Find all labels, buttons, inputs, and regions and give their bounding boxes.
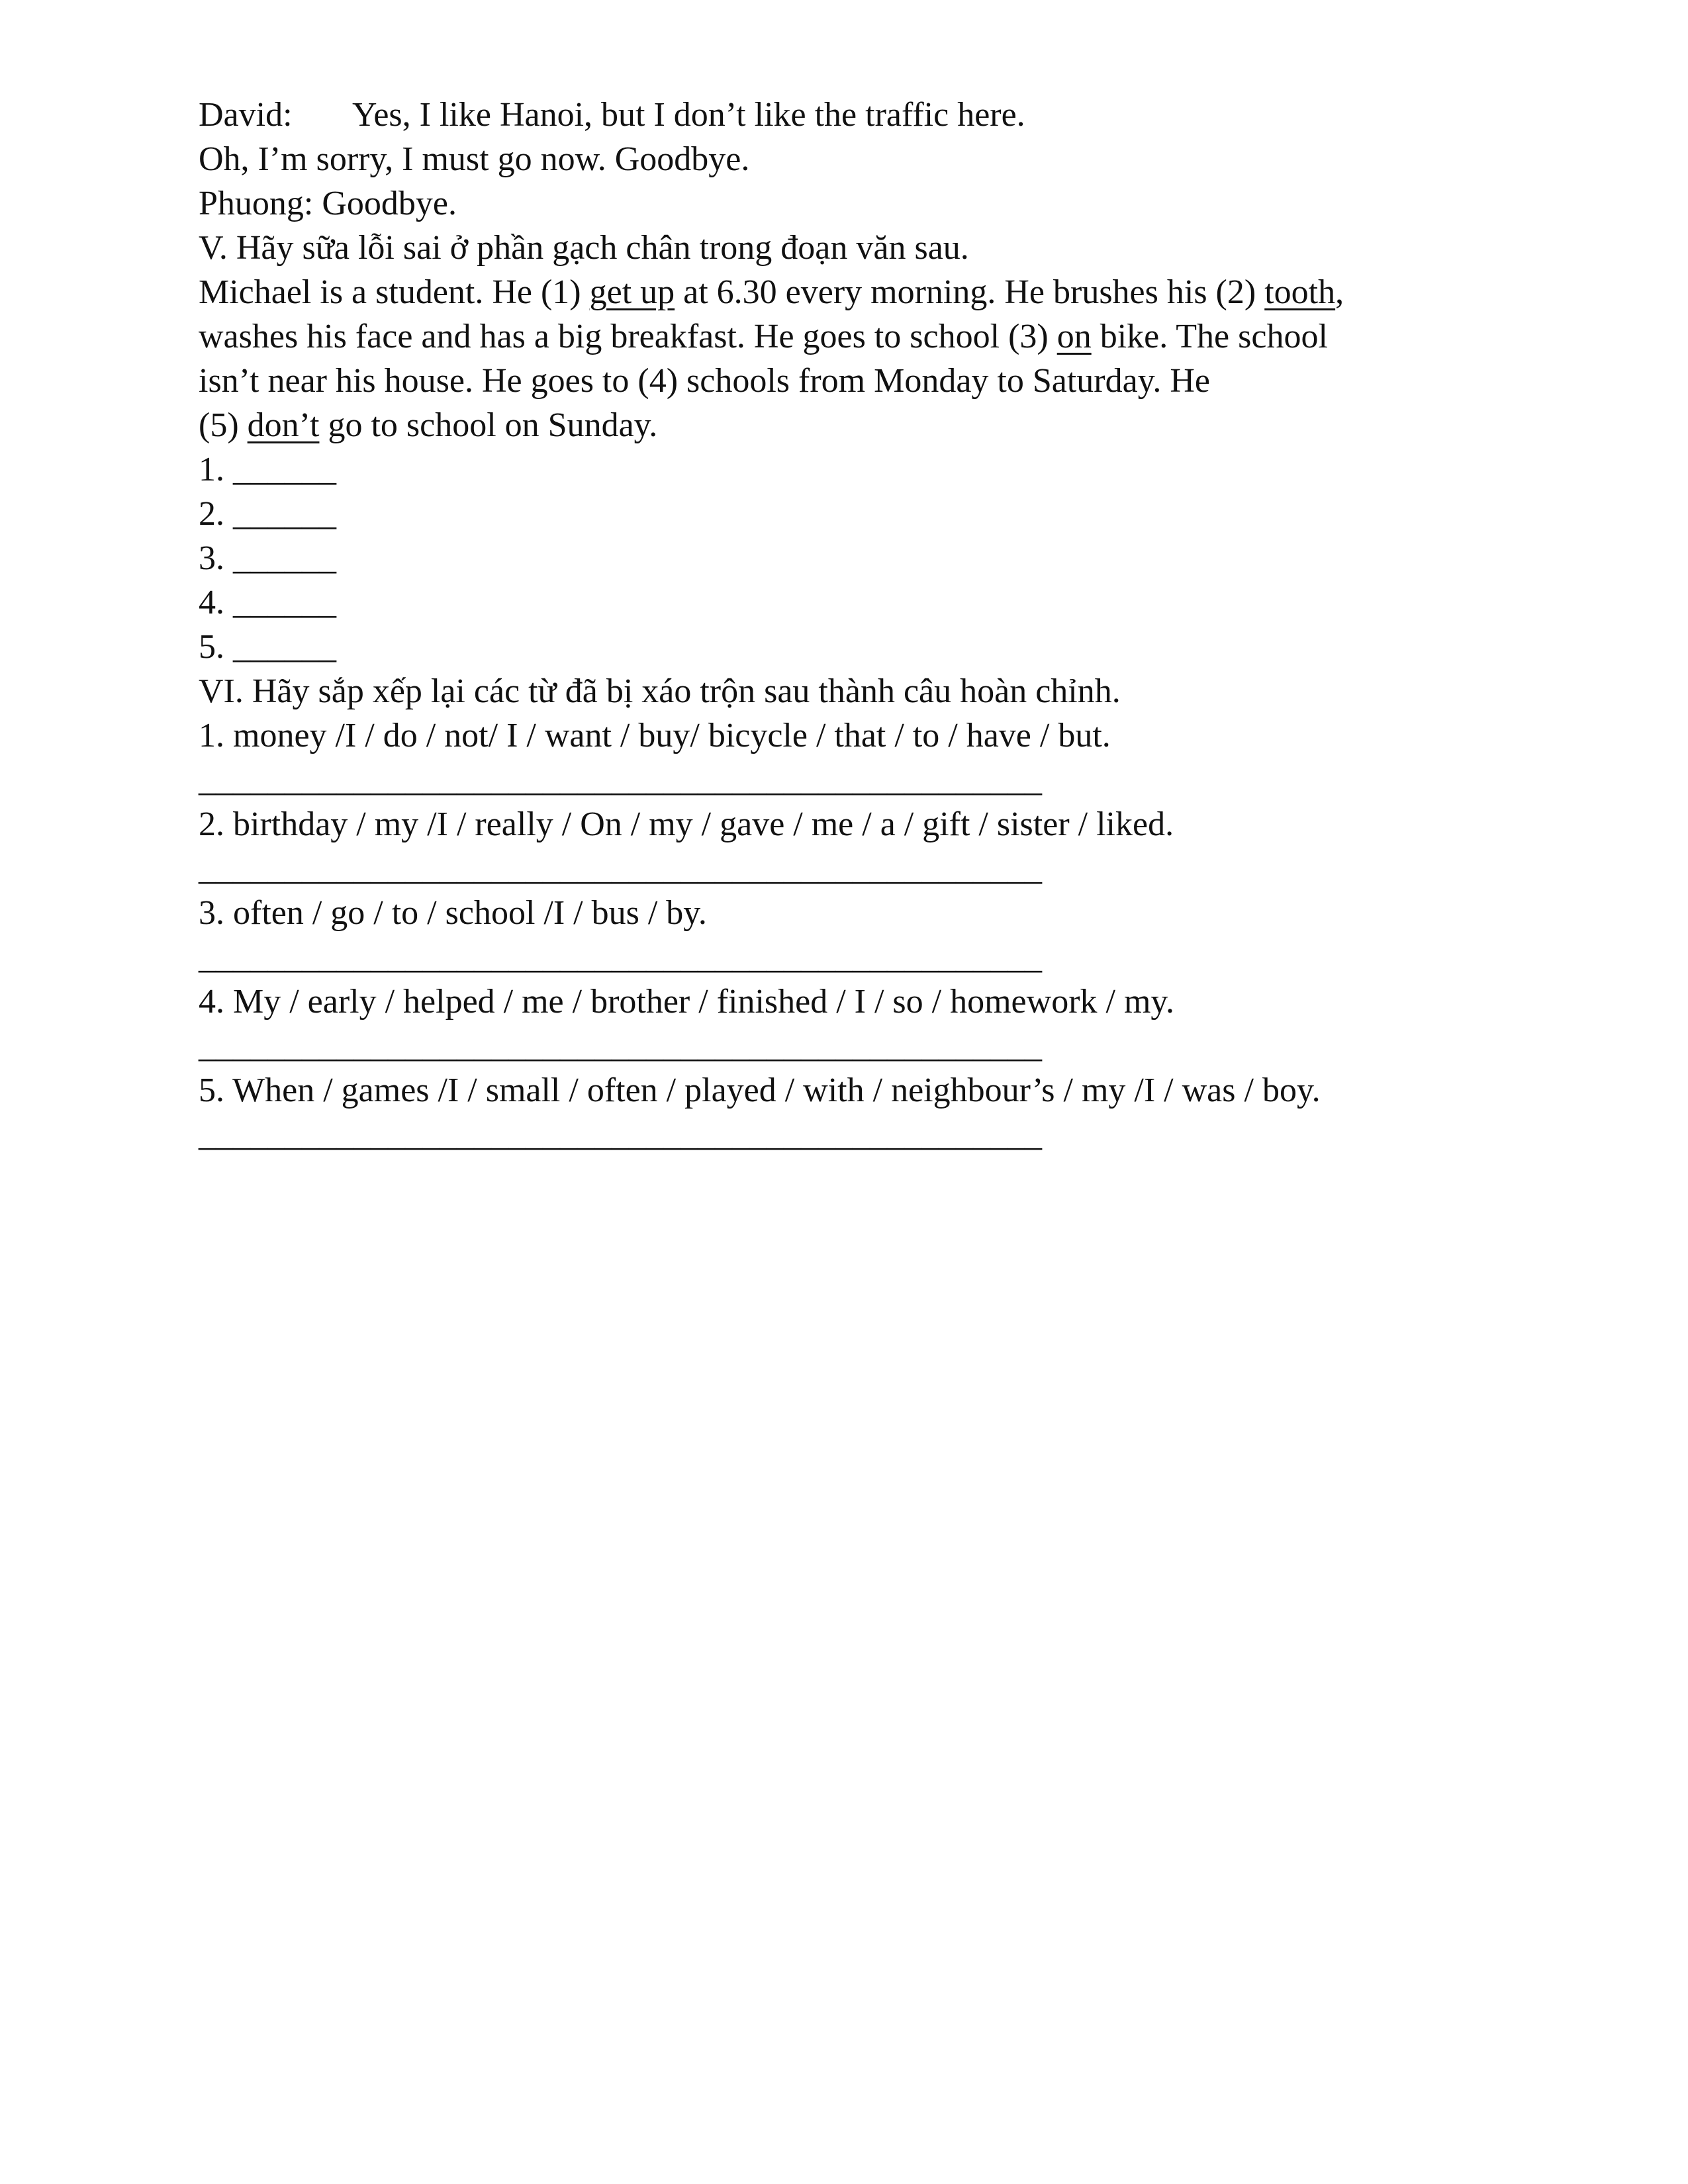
dialogue-text: Phuong: Goodbye. [199,185,457,222]
dialogue-text: Yes, I like Hanoi, but I don’t like the traffic here. [352,96,1025,134]
section-v-heading: V. Hãy sữa lỗi sai ở phần gạch chân trong đoạn văn sau. [199,229,969,267]
dialogue-line [199,137,1523,181]
answer-blank-2[interactable]: 2. ______ [199,495,336,533]
underlined-error-1: get up [589,273,675,311]
paragraph-text: bike. The school [1091,318,1328,355]
paragraph-line [199,403,1523,447]
paragraph-text: , [1335,273,1344,311]
sentence-answer-line-3[interactable]: _________________________________________________ [199,938,1042,976]
answer-blank-3[interactable]: 3. ______ [199,539,336,577]
speaker-label: David: [199,96,293,134]
paragraph-line [199,270,1523,314]
scrambled-sentence-3: 3. often / go / to / school /I / bus / by. [199,894,707,932]
dialogue-text: Oh, I’m sorry, I must go now. Goodbye. [199,140,750,178]
scrambled-sentence-2: 2. birthday / my /I / really / On / my / gave / me / a / gift / sister / liked. [199,805,1174,843]
sentence-answer-line-4[interactable]: _________________________________________________ [199,1027,1042,1065]
dialogue-line [199,93,1523,137]
worksheet-page [199,93,1523,1157]
sentence-answer-line-2[interactable]: _________________________________________________ [199,850,1042,887]
answer-blank-5[interactable]: 5. ______ [199,628,336,666]
scrambled-sentence-5: 5. When / games /I / small / often / played / with / neighbour’s / my /I / was / boy. [199,1071,1321,1109]
paragraph-line: isn’t near his house. He goes to (4) schools from Monday to Saturday. He [199,362,1210,400]
answer-blank-1[interactable]: 1. ______ [199,451,336,488]
paragraph-text: (5) [199,406,248,444]
underlined-error-5: don’t [247,406,320,444]
scrambled-sentence-4: 4. My / early / helped / me / brother / finished / I / so / homework / my. [199,983,1175,1021]
sentence-answer-line-1[interactable]: _________________________________________________ [199,761,1042,799]
paragraph-text: Michael is a student. He (1) [199,273,590,311]
paragraph-line [199,314,1523,359]
scrambled-sentence-1: 1. money /I / do / not/ I / want / buy/ bicycle / that / to / have / but. [199,717,1111,754]
answer-blank-4[interactable]: 4. ______ [199,584,336,621]
underlined-error-3: on [1056,318,1092,355]
error-correction-paragraph [199,270,1523,447]
paragraph-text: go to school on Sunday. [319,406,658,444]
paragraph-text: at 6.30 every morning. He brushes his (2) [675,273,1265,311]
dialogue-line [199,181,1523,226]
underlined-error-2: tooth [1264,273,1336,311]
sentence-answer-line-5[interactable]: _________________________________________________ [199,1116,1042,1154]
paragraph-text: washes his face and has a big breakfast. He goes to school (3) [199,318,1057,355]
section-vi-heading: VI. Hãy sắp xếp lại các từ đã bị xáo trộn sau thành câu hoàn chỉnh. [199,672,1121,710]
